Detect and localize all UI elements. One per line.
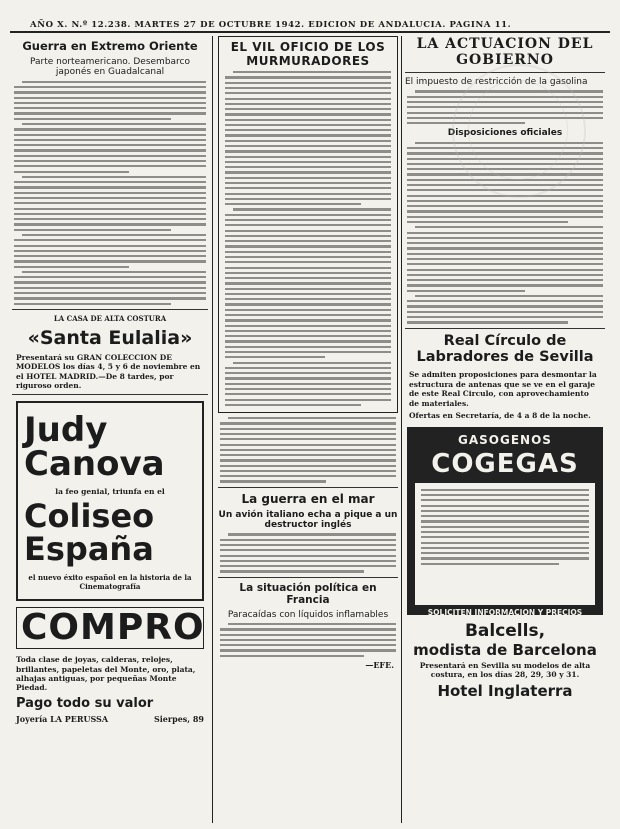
subheadline-gasolina: El impuesto de restricción de la gasolina [405,77,588,87]
murmuradores-box [218,36,398,413]
column-left [12,36,208,823]
ad-real-circulo-title: Real Círculo de Labradores de Sevilla [416,332,594,366]
ad-movie-place-pre: la feo genial, triunfa en el [55,486,165,496]
page-header: AÑO X. N.º 12.238. MARTES 27 DE OCTUBRE 1942. EDICION DE ANDALUCIA. PAGINA 11. [30,20,512,30]
article-body-middle [220,417,396,483]
ad-cogegas-top: GASOGENOS [458,432,552,447]
ad-balcells-hotel: Hotel Inglaterra [437,682,573,701]
signature-efe: —EFE. [365,660,394,670]
article-body-guerra-mar [220,533,396,572]
article-body-murmuradores [225,71,391,406]
ad-movie-tagline: el nuevo éxito español en la historia de la Cinematografía [28,573,192,592]
column-rule-1 [212,36,213,823]
headline-murmuradores-l1: EL VIL OFICIO DE LOS [230,40,386,54]
ad-balcells-text: Presentará en Sevilla su modelos de alta costura, en los días 28, 29, 30 y 31. [419,660,591,680]
ad-real-circulo-text: Se admiten proposiciones para desmontar la estructura de antenas que se ve en el garaje de este Real Circulo, con aprovechamiento de materiales. [409,369,597,409]
headline-francia: La situación política en Francia [239,581,377,606]
ad-cogegas [407,427,603,615]
ad-movie-theater: Coliseo [24,496,155,535]
headline-murmuradores-l2: MURMURADORES [246,54,370,68]
ad-santa-eulalia-title: «Santa Eulalia» [27,326,193,349]
header-rule [10,31,610,33]
headline-extremo-oriente: Guerra en Extremo Oriente [22,39,198,53]
subheadline-guerra-mar: Un avión italiano echa a pique a un destructor inglés [218,509,398,530]
ad-balcells-title: Balcells, [464,620,546,641]
ad-cogegas-brand: COGEGAS [431,448,579,479]
ad-real-circulo-date: Ofertas en Secretaría, de 4 a 8 de la noche. [409,410,591,420]
headline-guerra-mar: La guerra en el mar [241,491,375,506]
headline-gobierno-l1: LA ACTUACION DEL [416,36,594,52]
ad-compro-title: COMPRO [21,607,205,649]
ad-compro-text: Toda clase de joyas, calderas, relojes, brillantes, papeletas del Monte, oro, plata, alhajas antiguas, por pequeñas Monte Piedad. [16,655,196,693]
ad-movie-city: España [24,529,154,568]
ad-balcells-sub: modista de Barcelona [413,640,597,659]
column-middle [218,36,398,823]
ad-compro-pago: Pago todo su valor [16,695,154,711]
ad-cogegas-body [415,483,595,605]
ad-cogegas-cta: SOLICITEN INFORMACION Y PRECIOS [427,607,583,617]
library-stamp-watermark [452,64,586,198]
ad-judy-canova [16,401,204,601]
ad-movie-name: Canova [24,444,165,485]
ad-house-label: LA CASA DE ALTA COSTURA [53,313,167,323]
subheadline-parte: Parte norteamericano. Desembarco japonés en Guadalcanal [29,57,191,78]
column-rule-2 [401,36,402,823]
headline-gobierno-l2: GOBIERNO [456,52,554,68]
ad-movie-top: Judy [24,410,108,451]
ad-compro [16,607,204,649]
subheadline-disposiciones: Disposiciones oficiales [447,128,563,139]
ad-compro-joyeria: Joyería LA PERUSSA [16,713,109,724]
article-body-1 [14,81,206,305]
ad-santa-eulalia-text: Presentará su GRAN COLECCION DE MODELOS los días 4, 5 y 6 de noviembre en el HOTEL MADRID.—De 8 tardes, por riguroso orden. [16,352,201,390]
subheadline-francia: Paracaídas con líquidos inflamables [227,609,389,620]
ad-compro-address: Sierpes, 89 [153,713,204,724]
article-body-francia [220,623,396,657]
